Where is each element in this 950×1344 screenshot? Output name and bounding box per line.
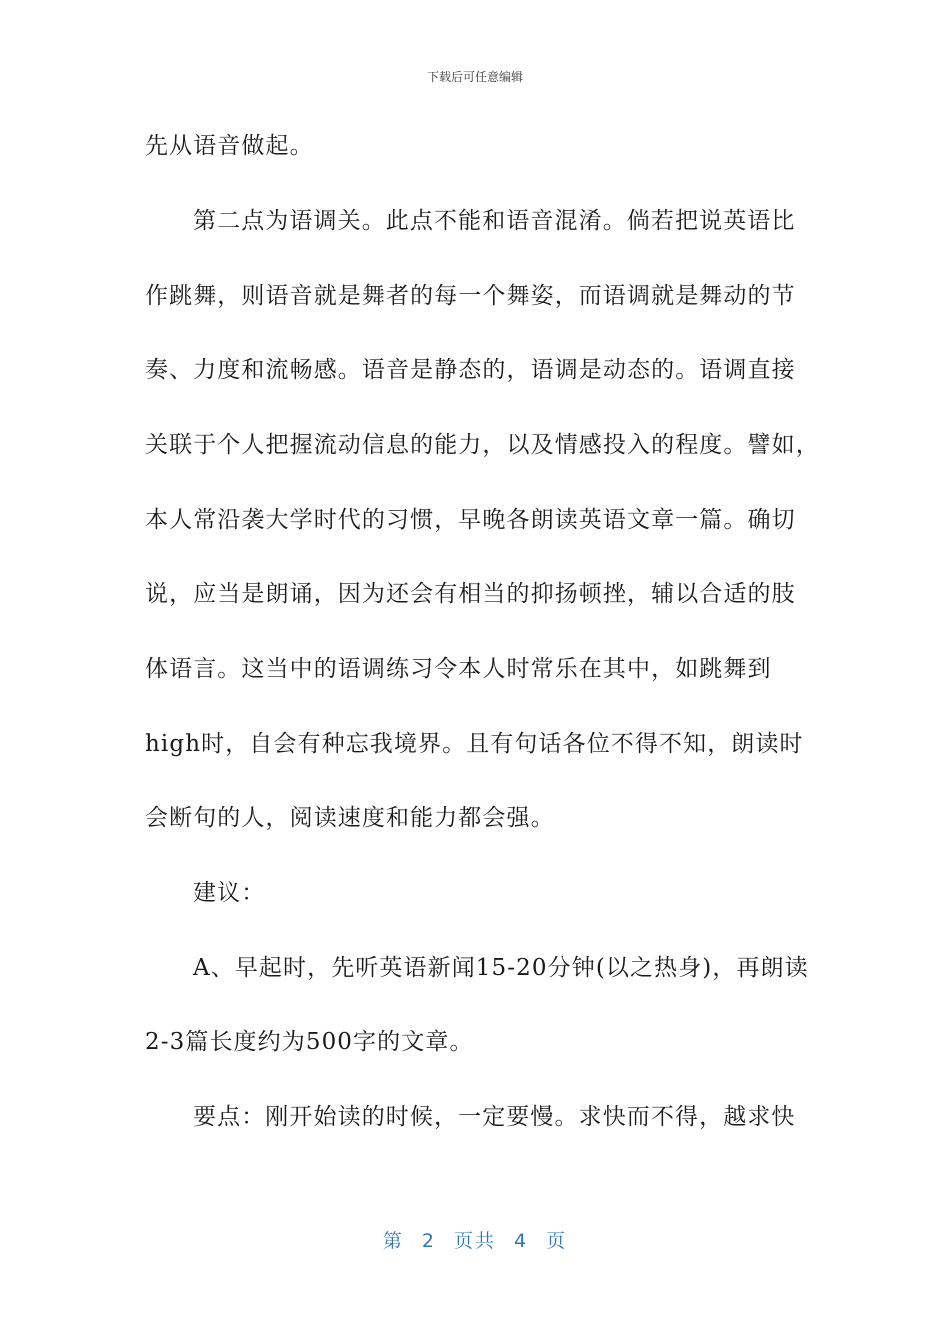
- body-line: 第二点为语调关。此点不能和语音混淆。倘若把说英语比: [193, 208, 796, 234]
- body-line: 关联于个人把握流动信息的能力，以及情感投入的程度。譬如，: [145, 432, 820, 458]
- footer-suffix: 页: [546, 1230, 568, 1252]
- body-line: 作跳舞，则语音就是舞者的每一个舞姿，而语调就是舞动的节: [145, 283, 796, 309]
- page-header: 下载后可任意编辑: [426, 70, 523, 84]
- body-line: 先从语音做起。: [145, 133, 314, 159]
- footer-middle: 页共: [453, 1230, 496, 1252]
- footer-page-number: 2: [421, 1230, 436, 1252]
- body-line: A、早起时，先听英语新闻15-20分钟(以之热身)，再朗读: [193, 955, 809, 981]
- body-line: 建议：: [193, 880, 266, 906]
- body-line: 要点：刚开始读的时候，一定要慢。求快而不得，越求快: [193, 1104, 796, 1130]
- body-line: 说，应当是朗诵，因为还会有相当的抑扬顿挫，辅以合适的肢: [145, 581, 796, 607]
- body-line: 会断句的人，阅读速度和能力都会强。: [145, 805, 555, 831]
- body-line: 本人常沿袭大学时代的习惯，早晚各朗读英语文章一篇。确切: [145, 507, 796, 533]
- page-footer: [0, 1226, 950, 1253]
- body-line: 体语言。这当中的语调练习令本人时常乐在其中，如跳舞到: [145, 656, 772, 682]
- body-line: 奏、力度和流畅感。语音是静态的，语调是动态的。语调直接: [145, 357, 796, 383]
- footer-total-pages: 4: [514, 1230, 529, 1252]
- body-line: 2-3篇长度约为500字的文章。: [145, 1029, 474, 1055]
- body-line: high时，自会有种忘我境界。且有句话各位不得不知，朗读时: [145, 731, 804, 757]
- footer-prefix: 第: [382, 1230, 404, 1252]
